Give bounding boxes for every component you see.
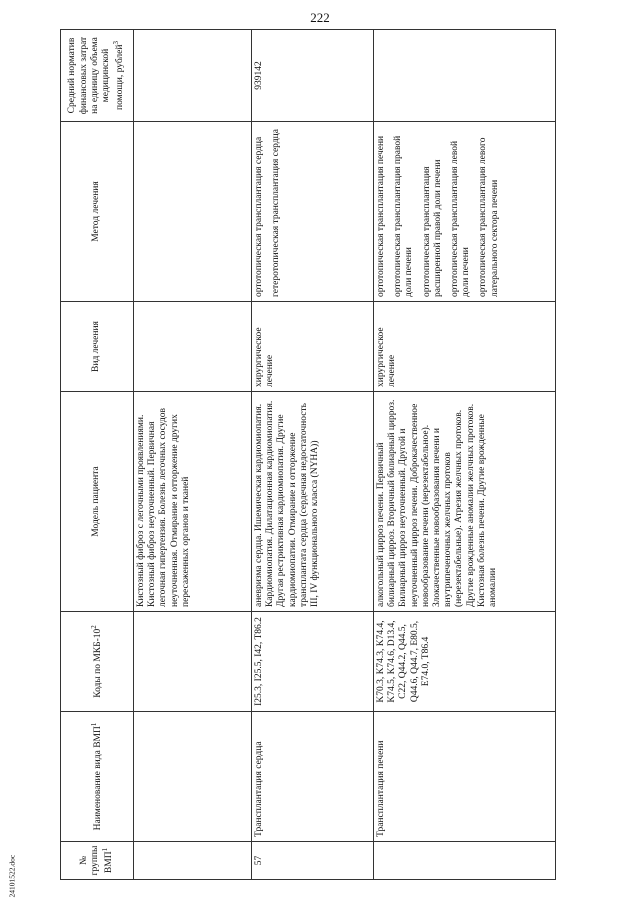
cell-patient-model: Кистозный фиброз с легочными проявлениями. Кистозный фиброз неуточненный. Первичная легочная гипертензия. Болезнь легочных сосудов неуточненная. Отмирание и отторжение других пересаженных органов и тканей [134, 392, 252, 612]
table-header-row [61, 30, 134, 880]
header-group-no: № группы ВМП$^1$ [61, 842, 134, 880]
method-item: ортотопическая трансплантация левого латерального сектора печени [478, 137, 500, 297]
method-item: ортотопическая трансплантация левой доли печени [450, 140, 472, 297]
header-vmp-name: Наименование вида ВМП$^1$ [61, 712, 134, 842]
cell-icd-codes [134, 612, 252, 712]
cell-icd-codes: I25.3, I25.5, I42, T86.2 [252, 612, 374, 712]
header-treatment-method: Метод лечения [61, 122, 134, 302]
cell-treatment-method [252, 122, 374, 302]
cell-vmp-name: Трансплантация печени [374, 712, 556, 842]
table-row [134, 30, 252, 880]
cell-treatment-type [134, 302, 252, 392]
table-row [374, 30, 556, 880]
footer-file-name: 24101522.doc [7, 854, 17, 898]
cell-avg-cost [374, 30, 556, 122]
cell-treatment-method [134, 122, 252, 302]
cell-group-no: 57 [252, 842, 374, 880]
method-item: гетеротопическая трансплантация сердца [271, 129, 282, 297]
cell-treatment-type: хирургическое лечение [252, 302, 374, 392]
cell-patient-model: аневризма сердца. Ишемическая кардиомиопатия. Кардиомиопатия. Дилатационная кардиомиопатия. Другая рестриктивная кардиомиопатия. Другие кардиомиопатии. Отмирание и отторжение трансплантата сердца (сердечная недостаточность III, IV функционального класса (NYHA)) [252, 392, 374, 612]
table-row [252, 30, 374, 880]
cell-group-no [374, 842, 556, 880]
cell-group-no [134, 842, 252, 880]
header-patient-model: Модель пациента [61, 392, 134, 612]
method-item: ортотопическая трансплантация расширенной правой доли печени [421, 159, 443, 297]
table-rotated-container [60, 30, 550, 880]
cell-vmp-name: Трансплантация сердца [252, 712, 374, 842]
header-avg-cost: Средний норматив финансовых затрат на единицу объема медицинской помощи, рублей$^3$ [61, 30, 134, 122]
header-icd-codes: Коды по МКБ-$10^2$ [61, 612, 134, 712]
page-number: 222 [310, 10, 330, 25]
method-item: ортотопическая трансплантация правой доли печени [393, 135, 415, 297]
header-treatment-type: Вид лечения [61, 302, 134, 392]
method-item: ортотопическая трансплантация сердца [254, 136, 264, 297]
vmp-table [60, 29, 556, 880]
cell-treatment-type: хирургическое лечение [374, 302, 556, 392]
cell-avg-cost: 939142 [252, 30, 374, 122]
cell-avg-cost [134, 30, 252, 122]
cell-treatment-method [374, 122, 556, 302]
cell-vmp-name [134, 712, 252, 842]
method-item: ортотопическая трансплантация печени [376, 135, 386, 297]
cell-icd-codes: K70.3, K74.3, K74.4, K74.5, K74.6, D13.4, C22, Q44.2, Q44.5, Q44.6, Q44.7, E80.5, E74.0, T86.4 [374, 612, 556, 712]
cell-patient-model: алкогольный цирроз печени. Первичный билиарный цирроз. Вторичный билиарный цирроз. Билиарный цирроз неуточненный. Другой и неуточненный цирроз печени. Доброкачественное новообразование печени (нерезектабельное). Злокачественные новообразования печени и внутрипеченочных желчных протоков (нерезектабельные). Атрезия желчных протоков. Другие врожденные аномалии желчных протоков. Кистозная болезнь печени. Другие врожденные аномалии [374, 392, 556, 612]
